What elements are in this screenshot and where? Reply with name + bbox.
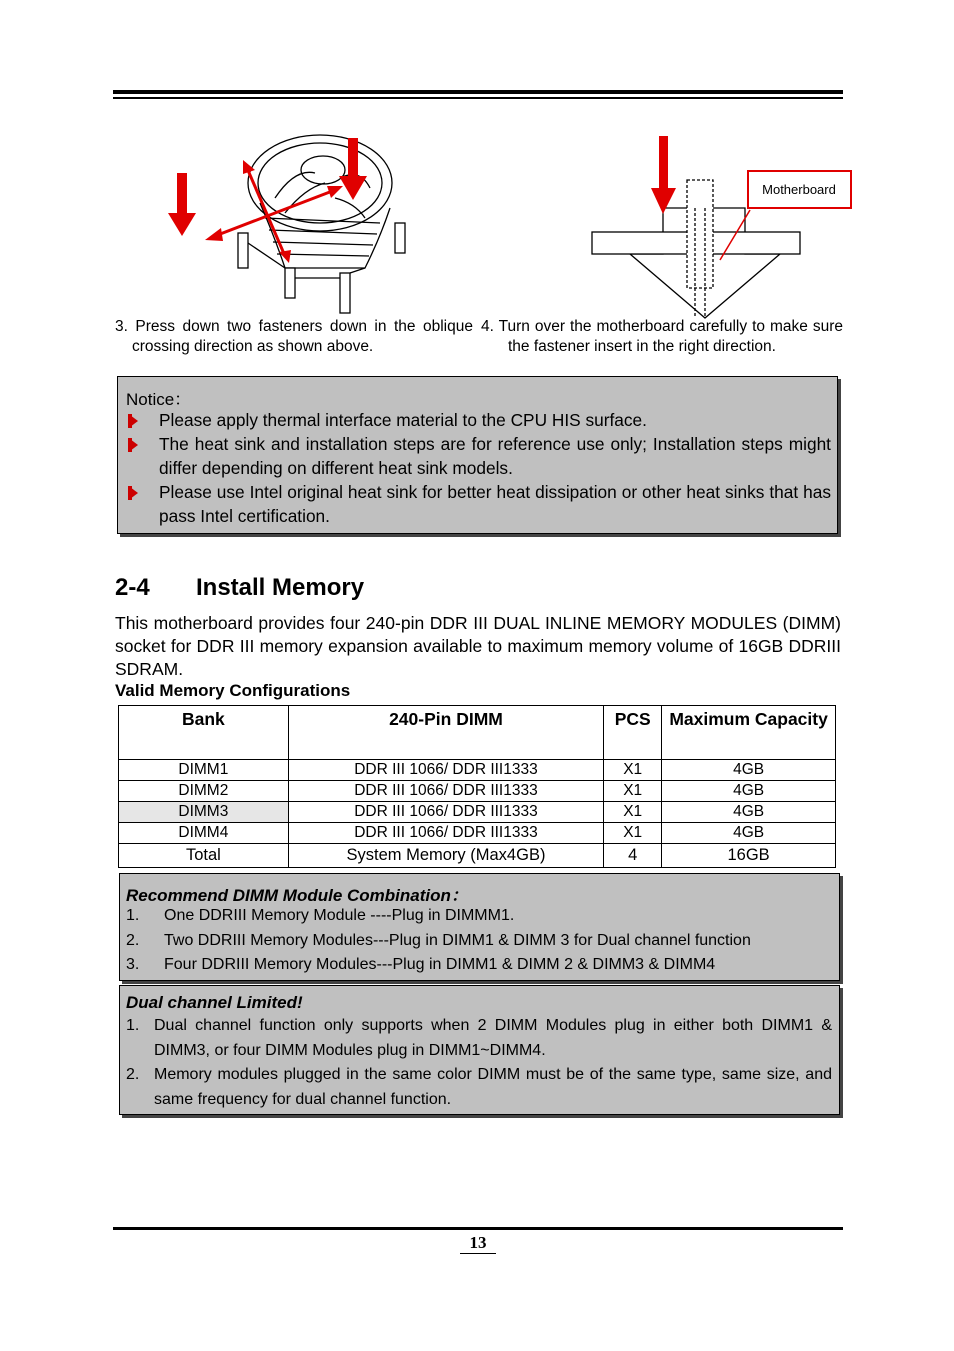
notice-item-text: Please use Intel original heat sink for better heat dissipation or other heat sinks that has pass Intel certification.: [159, 482, 831, 526]
section-heading: [115, 574, 364, 602]
notice-item: [128, 480, 831, 528]
header-rule-thin: [113, 97, 843, 99]
dual-channel-box: [119, 985, 840, 1115]
cell-dimm: DDR III 1066/ DDR III1333: [288, 823, 603, 844]
header-capacity: Maximum Capacity: [662, 706, 836, 760]
cell-pcs: X1: [604, 802, 662, 823]
motherboard-label: Motherboard: [762, 182, 836, 197]
caption-step-4-text: 4. Turn over the motherboard carefully to make sure the fastener insert in the right direction.: [481, 318, 843, 355]
cell-capacity: 4GB: [662, 823, 836, 844]
cell-capacity: 4GB: [662, 802, 836, 823]
list-item: [126, 1063, 832, 1112]
cell-bank: Total: [119, 844, 289, 868]
list-number: 2.: [126, 931, 140, 949]
list-item: [126, 1014, 832, 1063]
notice-item: [128, 432, 831, 480]
list-text: Memory modules plugged in the same color DIMM must be of the same type, same size, and same frequency for dual channel function.: [154, 1066, 832, 1108]
header-bank: Bank: [119, 706, 289, 760]
section-intro: This motherboard provides four 240-pin DDR III DUAL INLINE MEMORY MODULES (DIMM) socket for DDR III memory expansion available to maximum memory volume of 16GB DDRIII SDRAM.: [115, 613, 841, 679]
cell-bank: DIMM2: [119, 781, 289, 802]
list-number: 3.: [126, 956, 140, 973]
cell-dimm: DDR III 1066/ DDR III1333: [288, 760, 603, 781]
cell-pcs: X1: [604, 823, 662, 844]
header-pcs: PCS: [604, 706, 662, 760]
notice-item-text: The heat sink and installation steps are for reference use only; Installation steps might differ depending on different heat sink models.: [159, 434, 831, 478]
list-number: 2.: [126, 1066, 140, 1083]
list-text: Dual channel function only supports when 2 DIMM Modules plug in either both DIMM1 & DIMM3, or four DIMM Modules plug in DIMM1~DIMM4.: [154, 1017, 832, 1059]
recommend-title: Recommend DIMM Module Combination：: [126, 886, 468, 905]
cell-dimm: DDR III 1066/ DDR III1333: [288, 781, 603, 802]
list-text: One DDRIII Memory Module ----Plug in DIMMM1.: [164, 907, 515, 924]
heatsink-figure: [165, 128, 410, 318]
header-dimm: 240-Pin DIMM: [288, 706, 603, 760]
recommend-box: [119, 873, 840, 981]
caption-step-3: [115, 317, 473, 356]
cell-capacity: 4GB: [662, 760, 836, 781]
fastener-figure: [585, 128, 855, 320]
list-number: 1.: [126, 907, 140, 924]
cell-dimm: DDR III 1066/ DDR III1333: [288, 802, 603, 823]
cell-pcs: X1: [604, 760, 662, 781]
heatsink-drawing: [238, 135, 405, 313]
section-title: Install Memory: [196, 574, 365, 601]
bullet-icon: [130, 487, 138, 499]
list-item: [126, 953, 832, 978]
cell-capacity: 4GB: [662, 781, 836, 802]
section-number: 2-4: [115, 574, 150, 601]
bullet-icon: [130, 415, 138, 427]
list-item: [126, 929, 832, 954]
list-item: [126, 904, 832, 929]
dual-channel-list: [126, 1014, 832, 1112]
cell-bank: DIMM4: [119, 823, 289, 844]
page-number: 13: [460, 1233, 496, 1254]
header-rule-thick: [113, 90, 843, 94]
notice-item-text: Please apply thermal interface material to the CPU HIS surface.: [159, 410, 647, 430]
table-row: [119, 802, 836, 823]
bullet-icon: [130, 439, 138, 451]
list-text: Two DDRIII Memory Modules---Plug in DIMM1 & DIMM 3 for Dual channel function: [164, 931, 751, 949]
list-text: Four DDRIII Memory Modules---Plug in DIMM1 & DIMM 2 & DIMM3 & DIMM4: [164, 956, 716, 973]
footer-rule: [113, 1227, 843, 1230]
table-header-row: [119, 706, 836, 760]
cell-pcs: X1: [604, 781, 662, 802]
memory-table: [118, 705, 836, 868]
table-row: [119, 760, 836, 781]
caption-step-3-text: 3. Press down two fasteners down in the oblique crossing direction as shown above.: [115, 318, 473, 355]
cell-bank: DIMM1: [119, 760, 289, 781]
cell-pcs: 4: [604, 844, 662, 868]
notice-item: [128, 408, 831, 432]
caption-step-4: [481, 317, 843, 356]
dual-channel-title: Dual channel Limited!: [126, 993, 303, 1012]
list-number: 1.: [126, 1017, 140, 1034]
cell-bank: DIMM3: [119, 802, 289, 823]
recommend-list: [126, 904, 832, 978]
notice-box: [117, 376, 838, 534]
notice-list: [128, 408, 831, 528]
cell-dimm: System Memory (Max4GB): [288, 844, 603, 868]
cell-capacity: 16GB: [662, 844, 836, 868]
notice-title: Notice：: [126, 390, 192, 409]
table-row: [119, 781, 836, 802]
table-row: [119, 823, 836, 844]
table-title: Valid Memory Configurations: [115, 681, 351, 700]
insert-arrow: [651, 136, 676, 214]
table-total-row: [119, 844, 836, 868]
